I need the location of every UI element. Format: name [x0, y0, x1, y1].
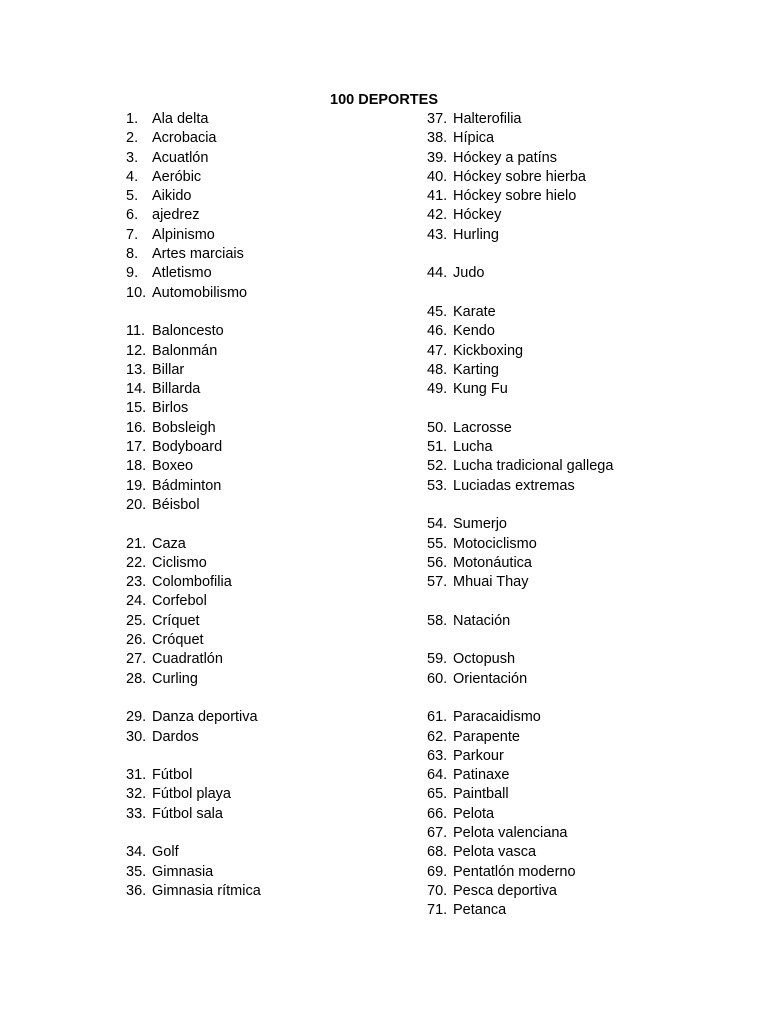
list-item-number: 56. — [427, 554, 448, 571]
list-item-number: 69. — [427, 863, 448, 880]
list-item-label: Natación — [453, 612, 511, 629]
list-item-number: 58. — [427, 612, 448, 629]
list-item-number: 10. — [126, 284, 147, 301]
list-item — [126, 650, 406, 669]
list-item — [427, 554, 727, 573]
list-item-label: Gimnasia rítmica — [152, 882, 261, 899]
list-item-number: 31. — [126, 767, 147, 784]
list-item-number: 1. — [126, 111, 139, 127]
list-spacer — [126, 689, 406, 708]
list-item-label: Hóckey a patíns — [453, 149, 557, 166]
list-item — [126, 264, 406, 283]
list-item — [126, 785, 406, 804]
list-item — [427, 322, 727, 341]
list-item-number: 47. — [427, 342, 448, 359]
list-item-label: Pelota valenciana — [453, 824, 568, 841]
list-item-number: 51. — [427, 439, 448, 456]
list-item-label: Hurling — [453, 226, 499, 243]
list-item-label: Bodyboard — [152, 439, 223, 456]
list-item-label: Danza deportiva — [152, 709, 258, 726]
list-item — [126, 361, 406, 380]
list-item-number: 52. — [427, 458, 448, 475]
list-item-label: Caza — [152, 535, 186, 552]
list-item-number: 49. — [427, 381, 448, 398]
list-item-label: Halterofilia — [453, 111, 522, 127]
list-item-label: Críquet — [152, 612, 200, 629]
list-item-label: Paracaidismo — [453, 709, 541, 726]
list-item — [427, 110, 727, 129]
list-item-number: 8. — [126, 246, 139, 263]
list-item — [126, 843, 406, 862]
list-item-number: 62. — [427, 728, 448, 745]
list-item-number: 28. — [126, 670, 147, 687]
list-item — [427, 882, 727, 901]
list-item-number: 2. — [126, 130, 139, 147]
list-item-label: Bádminton — [152, 477, 222, 494]
list-item-number: 16. — [126, 419, 147, 436]
list-item — [427, 843, 727, 862]
list-item-number: 42. — [427, 207, 448, 224]
list-item — [126, 477, 406, 496]
list-spacer — [126, 747, 406, 766]
list-item — [126, 149, 406, 168]
list-item-number: 70. — [427, 882, 448, 899]
list-item-number: 6. — [126, 207, 139, 224]
list-item — [126, 612, 406, 631]
list-item-number: 66. — [427, 805, 448, 822]
list-item-label: Birlos — [152, 400, 189, 417]
list-item-number: 45. — [427, 303, 448, 320]
list-item-number: 15. — [126, 400, 147, 417]
list-item-number: 33. — [126, 805, 147, 822]
list-item-label: Paintball — [453, 786, 509, 803]
list-item-label: Lucha tradicional gallega — [453, 458, 614, 475]
list-item-label: Béisbol — [152, 496, 200, 513]
list-item-label: Atletismo — [152, 265, 212, 282]
list-item — [126, 206, 406, 225]
list-item-label: Fútbol playa — [152, 786, 231, 803]
list-item — [126, 573, 406, 592]
list-item-number: 37. — [427, 111, 448, 127]
list-item-label: Kung Fu — [453, 381, 508, 398]
list-item-number: 17. — [126, 439, 147, 456]
list-item-number: 19. — [126, 477, 147, 494]
list-item — [126, 399, 406, 418]
list-item-label: Lucha — [453, 439, 493, 456]
list-item-label: Petanca — [453, 902, 507, 919]
list-item-number: 27. — [126, 651, 147, 668]
list-item-label: Gimnasia — [152, 863, 214, 880]
list-item — [126, 728, 406, 747]
list-item — [126, 670, 406, 689]
list-item-label: Judo — [453, 265, 485, 282]
list-spacer — [427, 245, 727, 264]
list-item — [427, 824, 727, 843]
list-item-label: Fútbol — [152, 767, 193, 784]
list-item-label: Pesca deportiva — [453, 882, 557, 899]
list-item-label: Sumerjo — [453, 516, 507, 533]
list-spacer — [126, 824, 406, 843]
list-item — [126, 380, 406, 399]
list-item-number: 46. — [427, 323, 448, 340]
list-item-number: 41. — [427, 188, 448, 205]
list-item — [427, 477, 727, 496]
list-item — [427, 901, 727, 920]
list-item-number: 4. — [126, 168, 139, 185]
list-spacer — [126, 303, 406, 322]
list-item-number: 63. — [427, 747, 448, 764]
list-item — [126, 805, 406, 824]
list-item-number: 18. — [126, 458, 147, 475]
list-item — [427, 303, 727, 322]
list-item-number: 60. — [427, 670, 448, 687]
list-item-label: Motociclismo — [453, 535, 537, 552]
list-item — [427, 380, 727, 399]
list-item-label: Motonáutica — [453, 554, 532, 571]
list-spacer — [427, 592, 727, 611]
list-item — [427, 438, 727, 457]
list-item-label: Pentatlón moderno — [453, 863, 576, 880]
list-spacer — [427, 284, 727, 303]
list-item — [126, 168, 406, 187]
list-item-number: 14. — [126, 381, 147, 398]
list-item — [427, 785, 727, 804]
list-item-label: Ala delta — [152, 111, 209, 127]
list-item-label: Golf — [152, 844, 179, 861]
list-item-label: Boxeo — [152, 458, 194, 475]
list-item-label: Hípica — [453, 130, 495, 147]
list-item — [427, 670, 727, 689]
sports-list-right-column — [427, 110, 727, 920]
sports-list-left-column — [126, 110, 406, 901]
list-item-number: 20. — [126, 496, 147, 513]
list-item-number: 65. — [427, 786, 448, 803]
list-item — [427, 863, 727, 882]
list-item — [427, 226, 727, 245]
list-item-label: Acuatlón — [152, 149, 209, 166]
list-item-number: 68. — [427, 844, 448, 861]
list-item — [126, 129, 406, 148]
list-item-number: 50. — [427, 419, 448, 436]
list-item-label: Mhuai Thay — [453, 574, 529, 591]
list-item-number: 9. — [126, 265, 139, 282]
list-item-label: Alpinismo — [152, 226, 215, 243]
list-item-number: 35. — [126, 863, 147, 880]
list-item-label: Karate — [453, 303, 496, 320]
list-item-number: 21. — [126, 535, 147, 552]
list-item — [427, 342, 727, 361]
list-item-label: ajedrez — [152, 207, 200, 224]
list-spacer — [427, 689, 727, 708]
list-item-label: Baloncesto — [152, 323, 224, 340]
list-item-label: Artes marciais — [152, 246, 244, 263]
list-item-number: 48. — [427, 361, 448, 378]
list-item-number: 71. — [427, 902, 448, 919]
list-item — [126, 322, 406, 341]
list-item-number: 11. — [126, 323, 146, 340]
list-item-number: 7. — [126, 226, 139, 243]
list-item — [126, 457, 406, 476]
list-item-label: Hóckey — [453, 207, 502, 224]
list-item-label: Karting — [453, 361, 499, 378]
list-item-label: Pelota — [453, 805, 495, 822]
list-spacer — [427, 631, 727, 650]
list-item-number: 54. — [427, 516, 448, 533]
list-item-number: 38. — [427, 130, 448, 147]
list-item-number: 40. — [427, 168, 448, 185]
list-item-label: Octopush — [453, 651, 516, 668]
list-item — [126, 535, 406, 554]
list-item — [126, 631, 406, 650]
list-item — [126, 110, 406, 129]
list-item-number: 34. — [126, 844, 147, 861]
list-item-label: Automobilismo — [152, 284, 248, 301]
list-item-label: Hóckey sobre hielo — [453, 188, 577, 205]
list-item — [427, 805, 727, 824]
list-item-number: 61. — [427, 709, 448, 726]
list-item — [427, 766, 727, 785]
list-item — [427, 612, 727, 631]
list-item-label: Kickboxing — [453, 342, 524, 359]
list-item — [126, 863, 406, 882]
list-item — [126, 226, 406, 245]
list-item — [126, 245, 406, 264]
list-item — [427, 206, 727, 225]
list-item — [126, 708, 406, 727]
list-item-label: Lacrosse — [453, 419, 512, 436]
list-item — [427, 149, 727, 168]
list-item-label: Dardos — [152, 728, 199, 745]
list-item — [126, 419, 406, 438]
list-item-label: Ciclismo — [152, 554, 207, 571]
list-item-label: Billar — [152, 361, 185, 378]
list-item-number: 5. — [126, 188, 139, 205]
list-item — [126, 496, 406, 515]
list-item — [126, 882, 406, 901]
list-item-number: 36. — [126, 882, 147, 899]
list-item-number: 39. — [427, 149, 448, 166]
list-spacer — [126, 515, 406, 534]
list-item-label: Balonmán — [152, 342, 218, 359]
list-item-number: 29. — [126, 709, 147, 726]
list-item-number: 44. — [427, 265, 448, 282]
list-item — [126, 438, 406, 457]
list-item — [427, 168, 727, 187]
list-item — [427, 187, 727, 206]
list-item — [126, 187, 406, 206]
list-item-number: 13. — [126, 361, 147, 378]
list-item-number: 59. — [427, 651, 448, 668]
list-item-number: 26. — [126, 632, 147, 649]
list-item — [427, 535, 727, 554]
list-item — [126, 592, 406, 611]
list-item-number: 12. — [126, 342, 147, 359]
list-item — [427, 708, 727, 727]
list-item-label: Pelota vasca — [453, 844, 537, 861]
list-item-label: Parkour — [453, 747, 504, 764]
list-item-number: 30. — [126, 728, 147, 745]
list-item-label: Cuadratlón — [152, 651, 223, 668]
list-item-label: Orientación — [453, 670, 528, 687]
list-item-number: 32. — [126, 786, 147, 803]
list-item-label: Cróquet — [152, 632, 204, 649]
page-title: 100 DEPORTES — [330, 92, 438, 108]
list-item-number: 57. — [427, 574, 448, 591]
list-item-number: 25. — [126, 612, 147, 629]
list-item-label: Billarda — [152, 381, 201, 398]
list-item — [126, 342, 406, 361]
list-item — [427, 650, 727, 669]
list-item-number: 67. — [427, 824, 448, 841]
list-item-number: 24. — [126, 593, 147, 610]
list-item-number: 23. — [126, 574, 147, 591]
list-item-number: 22. — [126, 554, 147, 571]
list-item-number: 43. — [427, 226, 448, 243]
list-spacer — [427, 399, 727, 418]
list-item-label: Aeróbic — [152, 168, 202, 185]
list-item — [427, 419, 727, 438]
list-item-label: Curling — [152, 670, 198, 687]
list-item-label: Aikido — [152, 188, 192, 205]
list-item — [126, 766, 406, 785]
list-item — [126, 554, 406, 573]
list-spacer — [427, 496, 727, 515]
list-item — [427, 264, 727, 283]
list-item — [126, 284, 406, 303]
list-item — [427, 747, 727, 766]
list-item-label: Parapente — [453, 728, 520, 745]
list-item-number: 3. — [126, 149, 139, 166]
list-item — [427, 361, 727, 380]
list-item-number: 64. — [427, 767, 448, 784]
list-item-number: 53. — [427, 477, 448, 494]
list-item-number: 55. — [427, 535, 448, 552]
list-item-label: Hóckey sobre hierba — [453, 168, 586, 185]
list-item-label: Patinaxe — [453, 767, 510, 784]
list-item — [427, 573, 727, 592]
list-item-label: Acrobacia — [152, 130, 217, 147]
list-item-label: Kendo — [453, 323, 495, 340]
list-item — [427, 728, 727, 747]
list-item-label: Corfebol — [152, 593, 207, 610]
list-item — [427, 515, 727, 534]
list-item-label: Fútbol sala — [152, 805, 223, 822]
list-item — [427, 129, 727, 148]
list-item-label: Bobsleigh — [152, 419, 216, 436]
list-item-label: Luciadas extremas — [453, 477, 575, 494]
list-item-label: Colombofilia — [152, 574, 232, 591]
list-item — [427, 457, 727, 476]
